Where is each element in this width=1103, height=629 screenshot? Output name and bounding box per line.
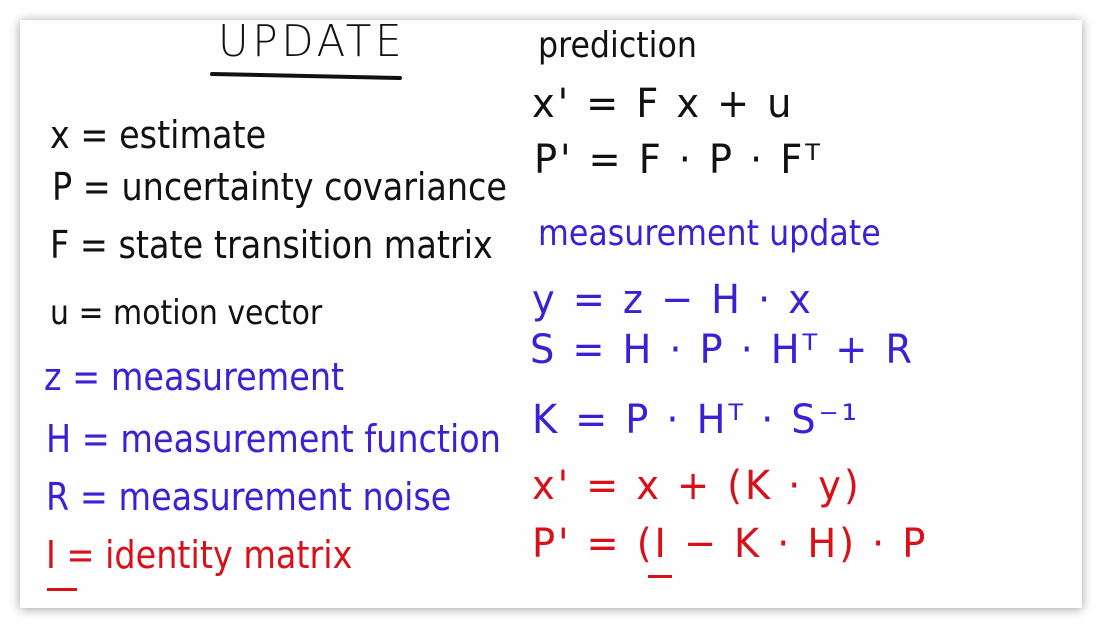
definition-motion-vector: u = motion vector bbox=[50, 293, 323, 333]
innovation-equation: y = z − H · x bbox=[532, 277, 814, 323]
definition-state-transition-matrix: F = state transition matrix bbox=[50, 223, 493, 267]
innovation-covariance-equation: S = H · P · Hᵀ + R bbox=[530, 327, 915, 373]
definition-measurement-function: H = measurement function bbox=[46, 417, 501, 461]
definition-estimate: x = estimate bbox=[50, 113, 267, 157]
definition-measurement-noise: R = measurement noise bbox=[46, 475, 452, 519]
page-title: UPDATE bbox=[218, 16, 406, 67]
measurement-update-heading: measurement update bbox=[538, 213, 881, 254]
prediction-heading: prediction bbox=[538, 25, 697, 66]
definition-uncertainty-covariance: P = uncertainty covariance bbox=[52, 165, 507, 209]
prediction-covariance-equation: P' = F · P · Fᵀ bbox=[534, 137, 823, 183]
covariance-update-equation: P' = (I − K · H) · P bbox=[532, 521, 929, 567]
kalman-gain-equation: K = P · Hᵀ · S⁻¹ bbox=[532, 397, 860, 443]
definition-identity-matrix: I = identity matrix bbox=[46, 533, 353, 577]
state-update-equation: x' = x + (K · y) bbox=[532, 463, 862, 509]
definition-measurement: z = measurement bbox=[44, 355, 345, 399]
identity-underline bbox=[47, 588, 77, 591]
identity-underline-equation bbox=[648, 575, 672, 578]
prediction-state-equation: x' = F x + u bbox=[532, 81, 795, 127]
